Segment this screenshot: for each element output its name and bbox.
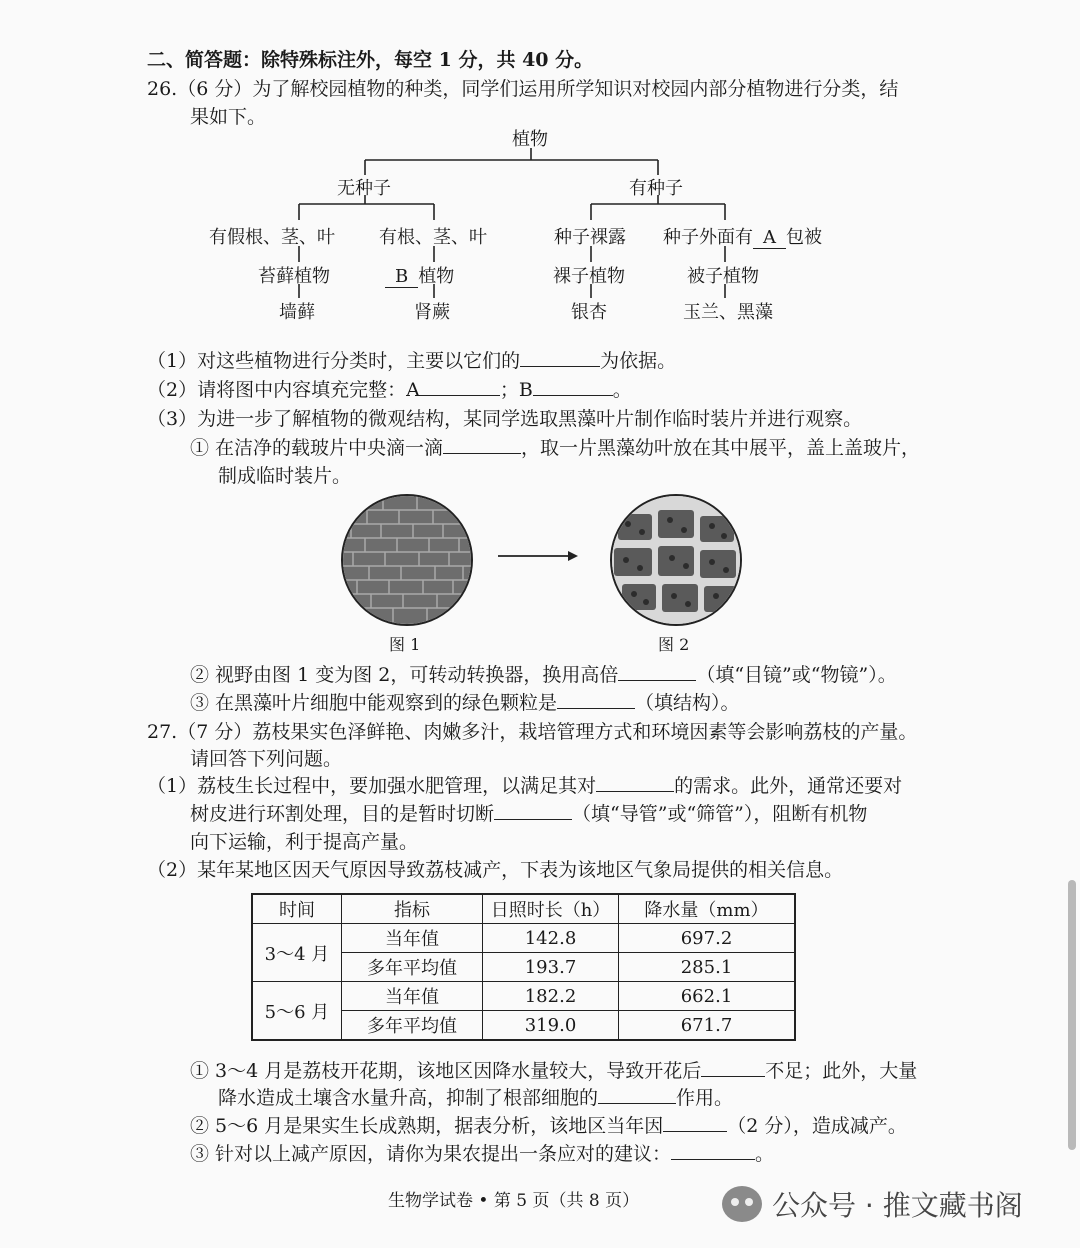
q26-stem-line1: 26.（6 分）为了解校园植物的种类，同学们运用所学知识对校园内部分植物进行分类，结: [147, 78, 899, 100]
tree-ginkgo: 银杏: [571, 302, 607, 323]
tree-root-stem-leaf: 有根、茎、叶: [379, 227, 487, 248]
wechat-icon: [722, 1186, 762, 1222]
q26-s1: （1）对这些植物进行分类时，主要以它们的 为依据。: [147, 350, 677, 372]
tree-seed-covered: 种子外面有 A 包被: [663, 227, 822, 248]
q27-s2b: ② 5～6 月是果实生长成熟期，据表分析，该地区当年因 （2 分），造成减产。: [190, 1115, 907, 1137]
header-sunshine: 日照时长（h）: [483, 894, 619, 924]
q26-s3: （3）为进一步了解植物的微观结构，某同学选取黑藻叶片制作临时装片并进行观察。: [147, 408, 863, 430]
table-header-row: [252, 894, 795, 924]
answer-blank[interactable]: [663, 1113, 727, 1132]
period-cell: 3～4 月: [252, 924, 342, 982]
tree-seed-exposed: 种子裸露: [554, 227, 626, 248]
q27-s2: （2）某年某地区因天气原因导致荔枝减产，下表为该地区气象局提供的相关信息。: [147, 859, 844, 881]
tree-wall-moss: 墙藓: [279, 302, 315, 323]
tree-magnolia-hydrilla: 玉兰、黑藻: [683, 302, 773, 323]
answer-blank[interactable]: [701, 1058, 765, 1077]
answer-blank[interactable]: [671, 1141, 755, 1160]
q26-s3c: ③ 在黑藻叶片细胞中能观察到的绿色颗粒是 （填结构）。: [190, 692, 740, 714]
micrograph-high-power: [610, 494, 742, 626]
section-title: 二、简答题：除特殊标注外，每空 1 分，共 40 分。: [147, 49, 594, 71]
tree-sword-fern: 肾蕨: [414, 302, 450, 323]
answer-blank[interactable]: [598, 1085, 676, 1104]
rainfall-cell: 662.1: [619, 982, 796, 1011]
blank-a: A: [753, 227, 786, 249]
indicator-cell: 多年平均值: [342, 1011, 483, 1041]
q27-s1: （1）荔枝生长过程中，要加强水肥管理，以满足其对 的需求。此外，通常还要对: [147, 775, 903, 797]
header-indicator: 指标: [342, 894, 483, 924]
scrollbar[interactable]: [1068, 880, 1076, 1150]
weather-table: [251, 893, 796, 1041]
indicator-cell: 当年值: [342, 924, 483, 953]
sunshine-cell: 319.0: [483, 1011, 619, 1041]
sunshine-cell: 142.8: [483, 924, 619, 953]
header-time: 时间: [252, 894, 342, 924]
q26-s3b: ② 视野由图 1 变为图 2，可转动转换器，换用高倍 （填“目镜”或“物镜”）。: [190, 664, 897, 686]
answer-blank[interactable]: [618, 662, 696, 681]
tree-no-seed: 无种子: [337, 178, 391, 199]
figure-2-caption: 图 2: [658, 635, 690, 654]
rainfall-cell: 697.2: [619, 924, 796, 953]
sunshine-cell: 193.7: [483, 953, 619, 982]
answer-blank[interactable]: [596, 773, 674, 792]
figure-1-caption: 图 1: [389, 635, 421, 654]
q27-s1-line2: 树皮进行环割处理，目的是暂时切断 （填“导管”或“筛管”），阻断有机物: [190, 803, 868, 825]
tree-fern: B 植物: [385, 262, 454, 288]
q26-s2: （2）请将图中内容填充完整：A ；B 。: [147, 379, 632, 401]
sunshine-cell: 182.2: [483, 982, 619, 1011]
q26-s3a: ① 在洁净的载玻片中央滴一滴 ，取一片黑藻幼叶放在其中展平，盖上盖玻片，: [190, 437, 921, 459]
answer-blank[interactable]: [494, 801, 572, 820]
tree-gymnosperm: 裸子植物: [553, 266, 625, 287]
rainfall-cell: 671.7: [619, 1011, 796, 1041]
q27-stem-line2: 请回答下列问题。: [190, 748, 343, 770]
q27-stem-line1: 27.（7 分）荔枝果实色泽鲜艳、肉嫩多汁，栽培管理方式和环境因素等会影响荔枝的产量。: [147, 721, 918, 743]
table-row: [252, 982, 795, 1011]
indicator-cell: 多年平均值: [342, 953, 483, 982]
watermark: [722, 1184, 1023, 1224]
page-footer: 生物学试卷 • 第 5 页（共 8 页）: [388, 1191, 640, 1211]
period-cell: 5～6 月: [252, 982, 342, 1041]
answer-blank[interactable]: [557, 690, 635, 709]
q26-s3a-line2: 制成临时装片。: [218, 465, 352, 487]
tree-has-seed: 有种子: [629, 178, 683, 199]
q27-s2a-line2: 降水造成土壤含水量升高，抑制了根部细胞的 作用。: [218, 1087, 734, 1109]
q27-s1-line3: 向下运输，利于提高产量。: [190, 831, 419, 853]
header-rainfall: 降水量（mm）: [619, 894, 796, 924]
blank-b: B: [385, 266, 418, 288]
table-row: [252, 924, 795, 953]
tree-pseudo-root: 有假根、茎、叶: [209, 227, 335, 248]
q27-s2c: ③ 针对以上减产原因，请你为果农提出一条应对的建议： 。: [190, 1143, 775, 1165]
indicator-cell: 当年值: [342, 982, 483, 1011]
tree-root: 植物: [512, 129, 548, 150]
tree-angiosperm: 被子植物: [687, 266, 759, 287]
rainfall-cell: 285.1: [619, 953, 796, 982]
watermark-text: 公众号 · 推文藏书阁: [772, 1189, 1023, 1222]
q26-stem-line2: 果如下。: [190, 106, 267, 128]
q27-s2a: ① 3～4 月是荔枝开花期，该地区因降水量较大，导致开花后 不足；此外，大量: [190, 1060, 918, 1082]
tree-moss: 苔藓植物: [258, 266, 330, 287]
